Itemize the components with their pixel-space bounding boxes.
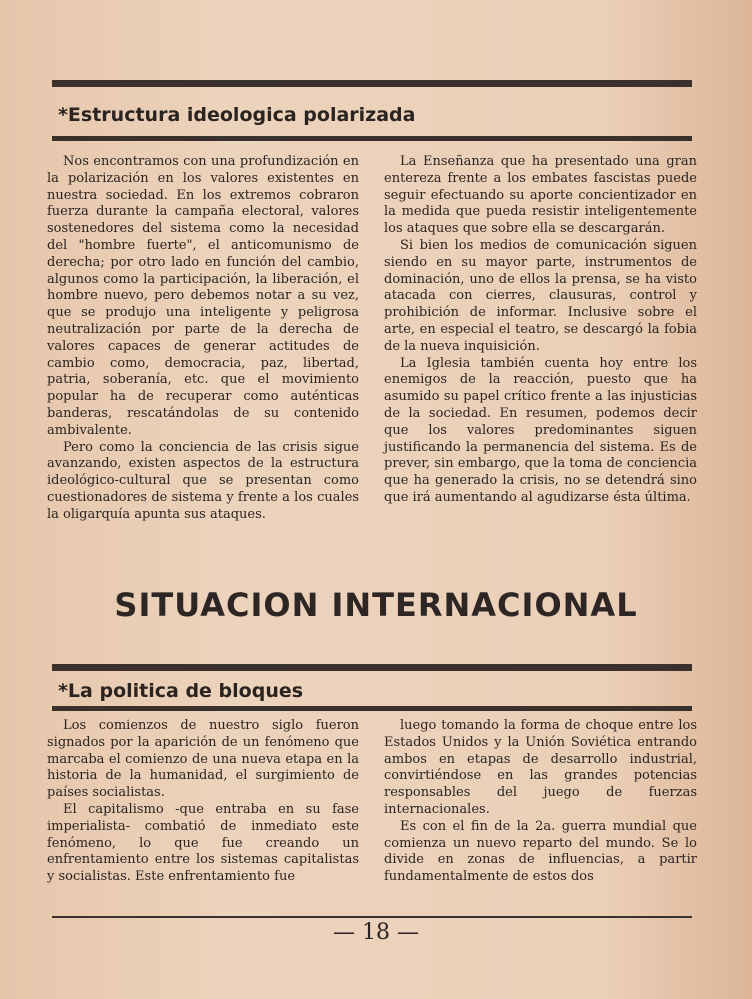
- section2-top-rule: [52, 664, 692, 671]
- paragraph: Es con el fin de la 2a. guerra mundial que comienza un nuevo reparto del mundo. Se lo divide en zonas de influencias, a partir fundamentalmente de estos dos: [384, 818, 697, 885]
- section2-left-column: [47, 718, 359, 886]
- paragraph: La Iglesia también cuenta hoy entre los enemigos de la reacción, puesto que ha asumido su papel crítico frente a las injusticias de la sociedad. En resumen, podemos decir que los valores predominantes siguen justificando la permanencia del sistema. Es de prever, sin embargo, que la toma de conciencia que ha generado la crisis, no se detendrá sino que irá aumentando al agudizarse ésta última.: [384, 355, 697, 505]
- paragraph: Si bien los medios de comunicación siguen siendo en su mayor parte, instrumentos de dominación, uno de ellos la prensa, se ha visto atacada con cierres, clausuras, control y prohibición de informar. Inclusive sobre el arte, en especial el teatro, se descargó la fobia de la nueva inquisición.: [384, 237, 697, 354]
- paragraph: Pero como la conciencia de las crisis sigue avanzando, existen aspectos de la estructura ideológico-cultural que se presentan como cuestionadores de sistema y frente a los cuales la oligarquía apunta sus ataques.: [47, 439, 359, 522]
- section-title-estructura: *Estructura ideologica polarizada: [58, 104, 416, 126]
- paragraph: El capitalismo -que entraba en su fase imperialista- combatió de inmediato este fenómeno, lo que fue creando un enfrentamiento entre los sistemas capitalistas y socialistas. Este enfrentamiento fue: [47, 801, 359, 885]
- section-title-bloques: *La politica de bloques: [58, 680, 304, 702]
- paragraph: Nos encontramos con una profundización en la polarización en los valores existentes en nuestra sociedad. En los extremos cobraron fuerza durante la campaña electoral, valores sostenedores del sistema como la necesidad del "hombre fuerte", el anticomunismo de derecha; por otro lado en función del cambio, algunos como la participación, la liberación, el hombre nuevo, pero debemos notar a su vez, que se produjo una inteligente y peligrosa neutralización por parte de la derecha de valores capaces de generar actitudes de cambio como, democracia, paz, libertad, patria, soberanía, etc. que el movimiento popular ha de recuperar como auténticas banderas, rescatándolas de su contenido ambivalente.: [47, 154, 359, 438]
- section2-title-underline: [52, 706, 692, 711]
- section1-left-column: [47, 154, 359, 524]
- top-rule: [52, 80, 692, 87]
- paragraph: Los comienzos de nuestro siglo fueron signados por la aparición de un fenómeno que marcaba el comienzo de una nueva etapa en la historia de la humanidad, el surgimiento de países socialistas.: [47, 718, 359, 801]
- section1-right-column: [384, 154, 697, 507]
- section2-right-column: [384, 718, 697, 886]
- page-number: — 18 —: [333, 920, 419, 945]
- footer-rule: [52, 916, 692, 918]
- paragraph: luego tomando la forma de choque entre los Estados Unidos y la Unión Soviética entrando ambos en etapas de desarrollo industrial, convirtiéndose en las grandes potencias responsables del juego de fuerzas internacionales.: [384, 718, 697, 817]
- paragraph: La Enseñanza que ha presentado una gran entereza frente a los embates fascistas puede seguir efectuando su aporte concientizador en la medida que pueda resistir inteligentemente los ataques que sobre ella se descargarán.: [384, 154, 697, 237]
- section-title-underline: [52, 136, 692, 141]
- main-heading: SITUACION INTERNACIONAL: [114, 586, 638, 624]
